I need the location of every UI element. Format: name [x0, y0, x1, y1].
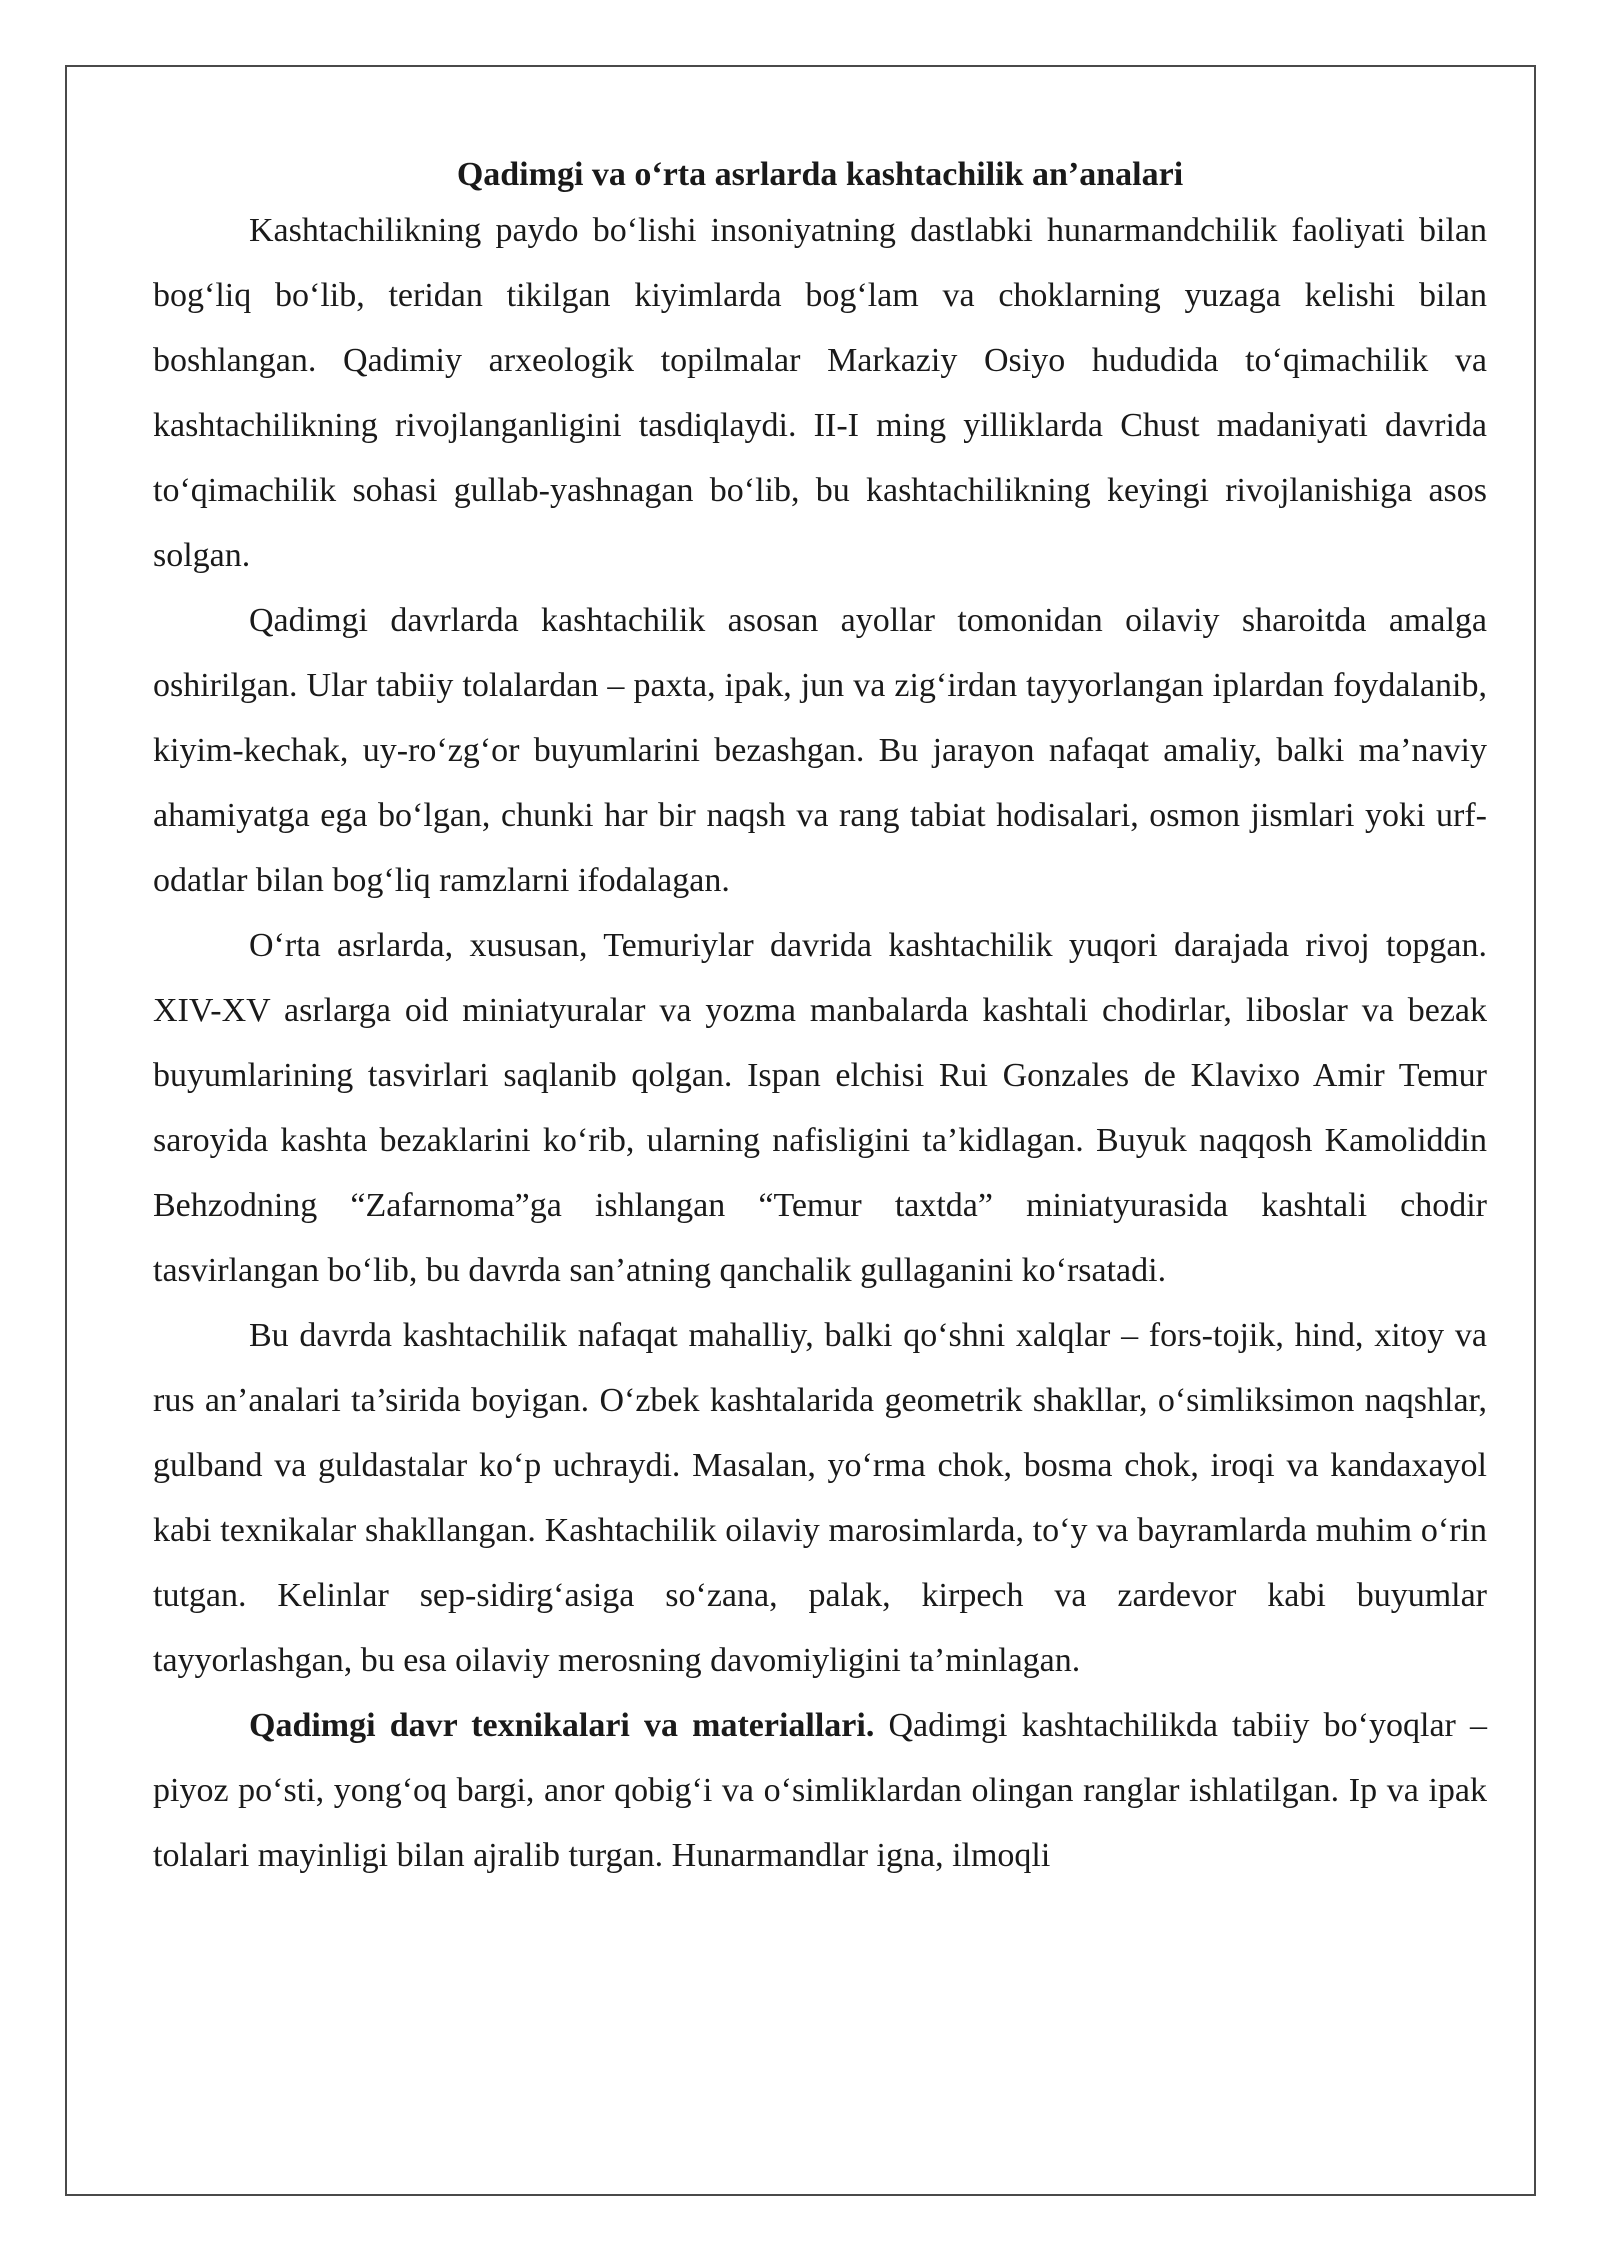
- paragraph: [153, 913, 1487, 1303]
- paragraph-text: Qadimgi davrlarda kashtachilik asosan ayollar tomonidan oilaviy sharoitda amalga oshirilgan. Ular tabiiy tolalardan – paxta, ipak, jun va zig‘irdan tayyorlangan iplardan foydalanib, kiyim-kechak, uy-ro‘zg‘or buyumlarini bezashgan. Bu jarayon nafaqat amaliy, balki ma’naviy ahamiyatga ega bo‘lgan, chunki har bir naqsh va rang tabiat hodisalari, osmon jismlari yoki urf-odatlar bilan bog‘liq ramzlarni ifodalagan.: [153, 602, 1487, 899]
- paragraph: [153, 1303, 1487, 1693]
- paragraph: [153, 198, 1487, 588]
- paragraph-heading: Qadimgi davr texnikalari va materiallari.: [249, 1707, 875, 1744]
- paragraph-text: Qadimgi kashtachilikda tabiiy bo‘yoqlar – piyoz po‘sti, yong‘oq bargi, anor qobig‘i va o‘simliklardan olingan ranglar ishlatilgan. Ip va ipak tolalari mayinligi bilan ajralib turgan. Hunarmandlar igna, ilmoqli: [153, 1707, 1487, 1874]
- paragraph-text: O‘rta asrlarda, xususan, Temuriylar davrida kashtachilik yuqori darajada rivoj topgan. XIV-XV asrlarga oid miniatyuralar va yozma manbalarda kashtali chodirlar, liboslar va bezak buyumlarining tasvirlari saqlanib qolgan. Ispan elchisi Rui Gonzales de Klavixo Amir Temur saroyida kashta bezaklarini ko‘rib, ularning nafisligini ta’kidlagan. Buyuk naqqosh Kamoliddin Behzodning “Zafarnoma”ga ishlangan “Temur taxtda” miniatyurasida kashtali chodir tasvirlangan bo‘lib, bu davrda san’atning qanchalik gullaganini ko‘rsatadi.: [153, 927, 1487, 1289]
- paragraph: [153, 1693, 1487, 1888]
- document-title: Qadimgi va o‘rta asrlarda kashtachilik an’analari: [456, 156, 1184, 193]
- paragraph-text: Kashtachilikning paydo bo‘lishi insoniyatning dastlabki hunarmandchilik faoliyati bilan bog‘liq bo‘lib, teridan tikilgan kiyimlarda bog‘lam va choklarning yuzaga kelishi bilan boshlangan. Qadimiy arxeologik topilmalar Markaziy Osiyo hududida to‘qimachilik va kashtachilikning rivojlanganligini tasdiqlaydi. II-I ming yilliklarda Chust madaniyati davrida to‘qimachilik sohasi gullab-yashnagan bo‘lib, bu kashtachilikning keyingi rivojlanishiga asos solgan.: [153, 212, 1487, 574]
- document-body: [153, 152, 1487, 1888]
- paragraph-text: Bu davrda kashtachilik nafaqat mahalliy, balki qo‘shni xalqlar – fors-tojik, hind, xitoy va rus an’analari ta’sirida boyigan. O‘zbek kashtalarida geometrik shakllar, o‘simliksimon naqshlar, gulband va guldastalar ko‘p uchraydi. Masalan, yo‘rma chok, bosma chok, iroqi va kandaxayol kabi texnikalar shakllangan. Kashtachilik oilaviy marosimlarda, to‘y va bayramlarda muhim o‘rin tutgan. Kelinlar sep-sidirg‘asiga so‘zana, palak, kirpech va zardevor kabi buyumlar tayyorlashgan, bu esa oilaviy merosning davomiyligini ta’minlagan.: [153, 1317, 1487, 1679]
- paragraph: [153, 588, 1487, 913]
